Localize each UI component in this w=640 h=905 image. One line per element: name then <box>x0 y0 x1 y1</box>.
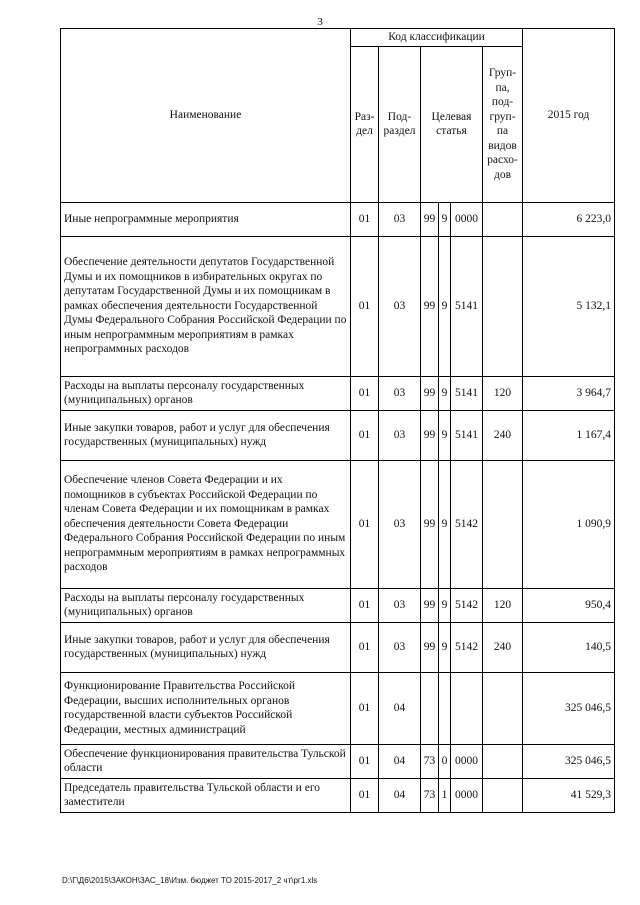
row-target-part3: 5142 <box>451 460 483 588</box>
row-group <box>483 744 523 778</box>
row-target-part1 <box>421 672 439 744</box>
row-amount: 325 046,5 <box>523 744 615 778</box>
row-amount: 3 964,7 <box>523 376 615 410</box>
row-name: Обеспечение членов Совета Федерации и их помощников в субъектах Российской Федерации по членам Совета Федерации и их помощникам в рамках обеспечения деятельности Совета Федерации Федерального Собрания Российской Федерации по иным непрограммным мероприятиям в рамках непрограммных расходов <box>61 460 351 588</box>
row-name: Обеспечение функционирования правительства Тульской области <box>61 744 351 778</box>
row-target-part2: 9 <box>439 460 451 588</box>
row-target-part3: 5141 <box>451 376 483 410</box>
row-amount: 325 046,5 <box>523 672 615 744</box>
row-razdel: 01 <box>351 376 379 410</box>
row-target-part2 <box>439 672 451 744</box>
header-target: Целевая статья <box>421 46 483 202</box>
row-name: Функционирование Правительства Российской Федерации, высших исполнительных органов государственной власти субъектов Российской Федерации, местных администраций <box>61 672 351 744</box>
row-razdel: 01 <box>351 410 379 460</box>
row-target-part1: 99 <box>421 588 439 622</box>
header-row-1 <box>61 29 615 47</box>
row-target-part3: 0000 <box>451 202 483 236</box>
row-razdel: 01 <box>351 744 379 778</box>
row-target-part3: 0000 <box>451 744 483 778</box>
row-target-part1: 99 <box>421 202 439 236</box>
table-row <box>61 376 615 410</box>
header-name: Наименование <box>61 29 351 203</box>
row-target-part1: 73 <box>421 744 439 778</box>
row-name: Расходы на выплаты персоналу государственных (муниципальных) органов <box>61 588 351 622</box>
row-group <box>483 460 523 588</box>
row-amount: 1 167,4 <box>523 410 615 460</box>
row-amount: 950,4 <box>523 588 615 622</box>
row-target-part1: 99 <box>421 376 439 410</box>
table-row <box>61 672 615 744</box>
row-target-part1: 99 <box>421 460 439 588</box>
row-razdel: 01 <box>351 588 379 622</box>
row-razdel: 01 <box>351 460 379 588</box>
row-razdel: 01 <box>351 202 379 236</box>
header-podrazdel: Под- раздел <box>379 46 421 202</box>
file-path-footer: D:\Г\Д6\2015\ЗАКОН\ЗАС_18\Изм. бюджет ТО 2015-2017_2 чт\рг1.xls <box>62 876 318 885</box>
table-row <box>61 460 615 588</box>
row-name: Обеспечение деятельности депутатов Государственной Думы и их помощников в избирательных округах по депутатам Государственной Думы и их помощникам в рамках обеспечения деятельности Государственной Думы Федерального Собрания Российской Федерации по иным непрограммным мероприятиям в рамках непрограммных расходов <box>61 236 351 376</box>
row-podrazdel: 04 <box>379 672 421 744</box>
row-target-part2: 9 <box>439 202 451 236</box>
row-amount: 41 529,3 <box>523 778 615 812</box>
row-podrazdel: 03 <box>379 622 421 672</box>
row-target-part3: 5142 <box>451 588 483 622</box>
row-target-part3: 5142 <box>451 622 483 672</box>
row-name: Иные закупки товаров, работ и услуг для обеспечения государственных (муниципальных) нужд <box>61 622 351 672</box>
row-target-part1: 99 <box>421 236 439 376</box>
row-target-part2: 9 <box>439 622 451 672</box>
row-amount: 5 132,1 <box>523 236 615 376</box>
row-group: 240 <box>483 622 523 672</box>
header-year: 2015 год <box>523 29 615 203</box>
row-target-part2: 1 <box>439 778 451 812</box>
row-name: Расходы на выплаты персоналу государственных (муниципальных) органов <box>61 376 351 410</box>
row-target-part2: 9 <box>439 588 451 622</box>
row-name: Иные закупки товаров, работ и услуг для обеспечения государственных (муниципальных) нужд <box>61 410 351 460</box>
row-target-part2: 0 <box>439 744 451 778</box>
row-group <box>483 672 523 744</box>
row-razdel: 01 <box>351 236 379 376</box>
row-podrazdel: 03 <box>379 588 421 622</box>
row-podrazdel: 04 <box>379 778 421 812</box>
row-amount: 6 223,0 <box>523 202 615 236</box>
row-target-part1: 99 <box>421 622 439 672</box>
row-name: Иные непрограммные мероприятия <box>61 202 351 236</box>
row-podrazdel: 03 <box>379 376 421 410</box>
row-group: 120 <box>483 588 523 622</box>
row-amount: 1 090,9 <box>523 460 615 588</box>
row-razdel: 01 <box>351 672 379 744</box>
table-row <box>61 622 615 672</box>
table-row <box>61 410 615 460</box>
row-target-part3: 0000 <box>451 778 483 812</box>
header-code-group: Код классификации <box>351 29 523 47</box>
table-row <box>61 744 615 778</box>
row-target-part2: 9 <box>439 410 451 460</box>
row-amount: 140,5 <box>523 622 615 672</box>
row-group <box>483 236 523 376</box>
row-target-part1: 99 <box>421 410 439 460</box>
row-podrazdel: 04 <box>379 744 421 778</box>
row-group <box>483 202 523 236</box>
row-target-part2: 9 <box>439 236 451 376</box>
row-podrazdel: 03 <box>379 236 421 376</box>
row-razdel: 01 <box>351 622 379 672</box>
row-podrazdel: 03 <box>379 202 421 236</box>
table-row <box>61 778 615 812</box>
row-target-part1: 73 <box>421 778 439 812</box>
row-target-part3 <box>451 672 483 744</box>
row-podrazdel: 03 <box>379 410 421 460</box>
table-row <box>61 202 615 236</box>
row-razdel: 01 <box>351 778 379 812</box>
row-target-part2: 9 <box>439 376 451 410</box>
budget-table <box>60 28 615 813</box>
row-name: Председатель правительства Тульской области и его заместители <box>61 778 351 812</box>
header-razdel: Раз- дел <box>351 46 379 202</box>
row-target-part3: 5141 <box>451 410 483 460</box>
row-group: 240 <box>483 410 523 460</box>
row-podrazdel: 03 <box>379 460 421 588</box>
row-group <box>483 778 523 812</box>
page-number: 3 <box>317 16 323 28</box>
header-group: Груп- па, под- груп- па видов расхо- дов <box>483 46 523 202</box>
table-row <box>61 236 615 376</box>
table-row <box>61 588 615 622</box>
row-target-part3: 5141 <box>451 236 483 376</box>
row-group: 120 <box>483 376 523 410</box>
